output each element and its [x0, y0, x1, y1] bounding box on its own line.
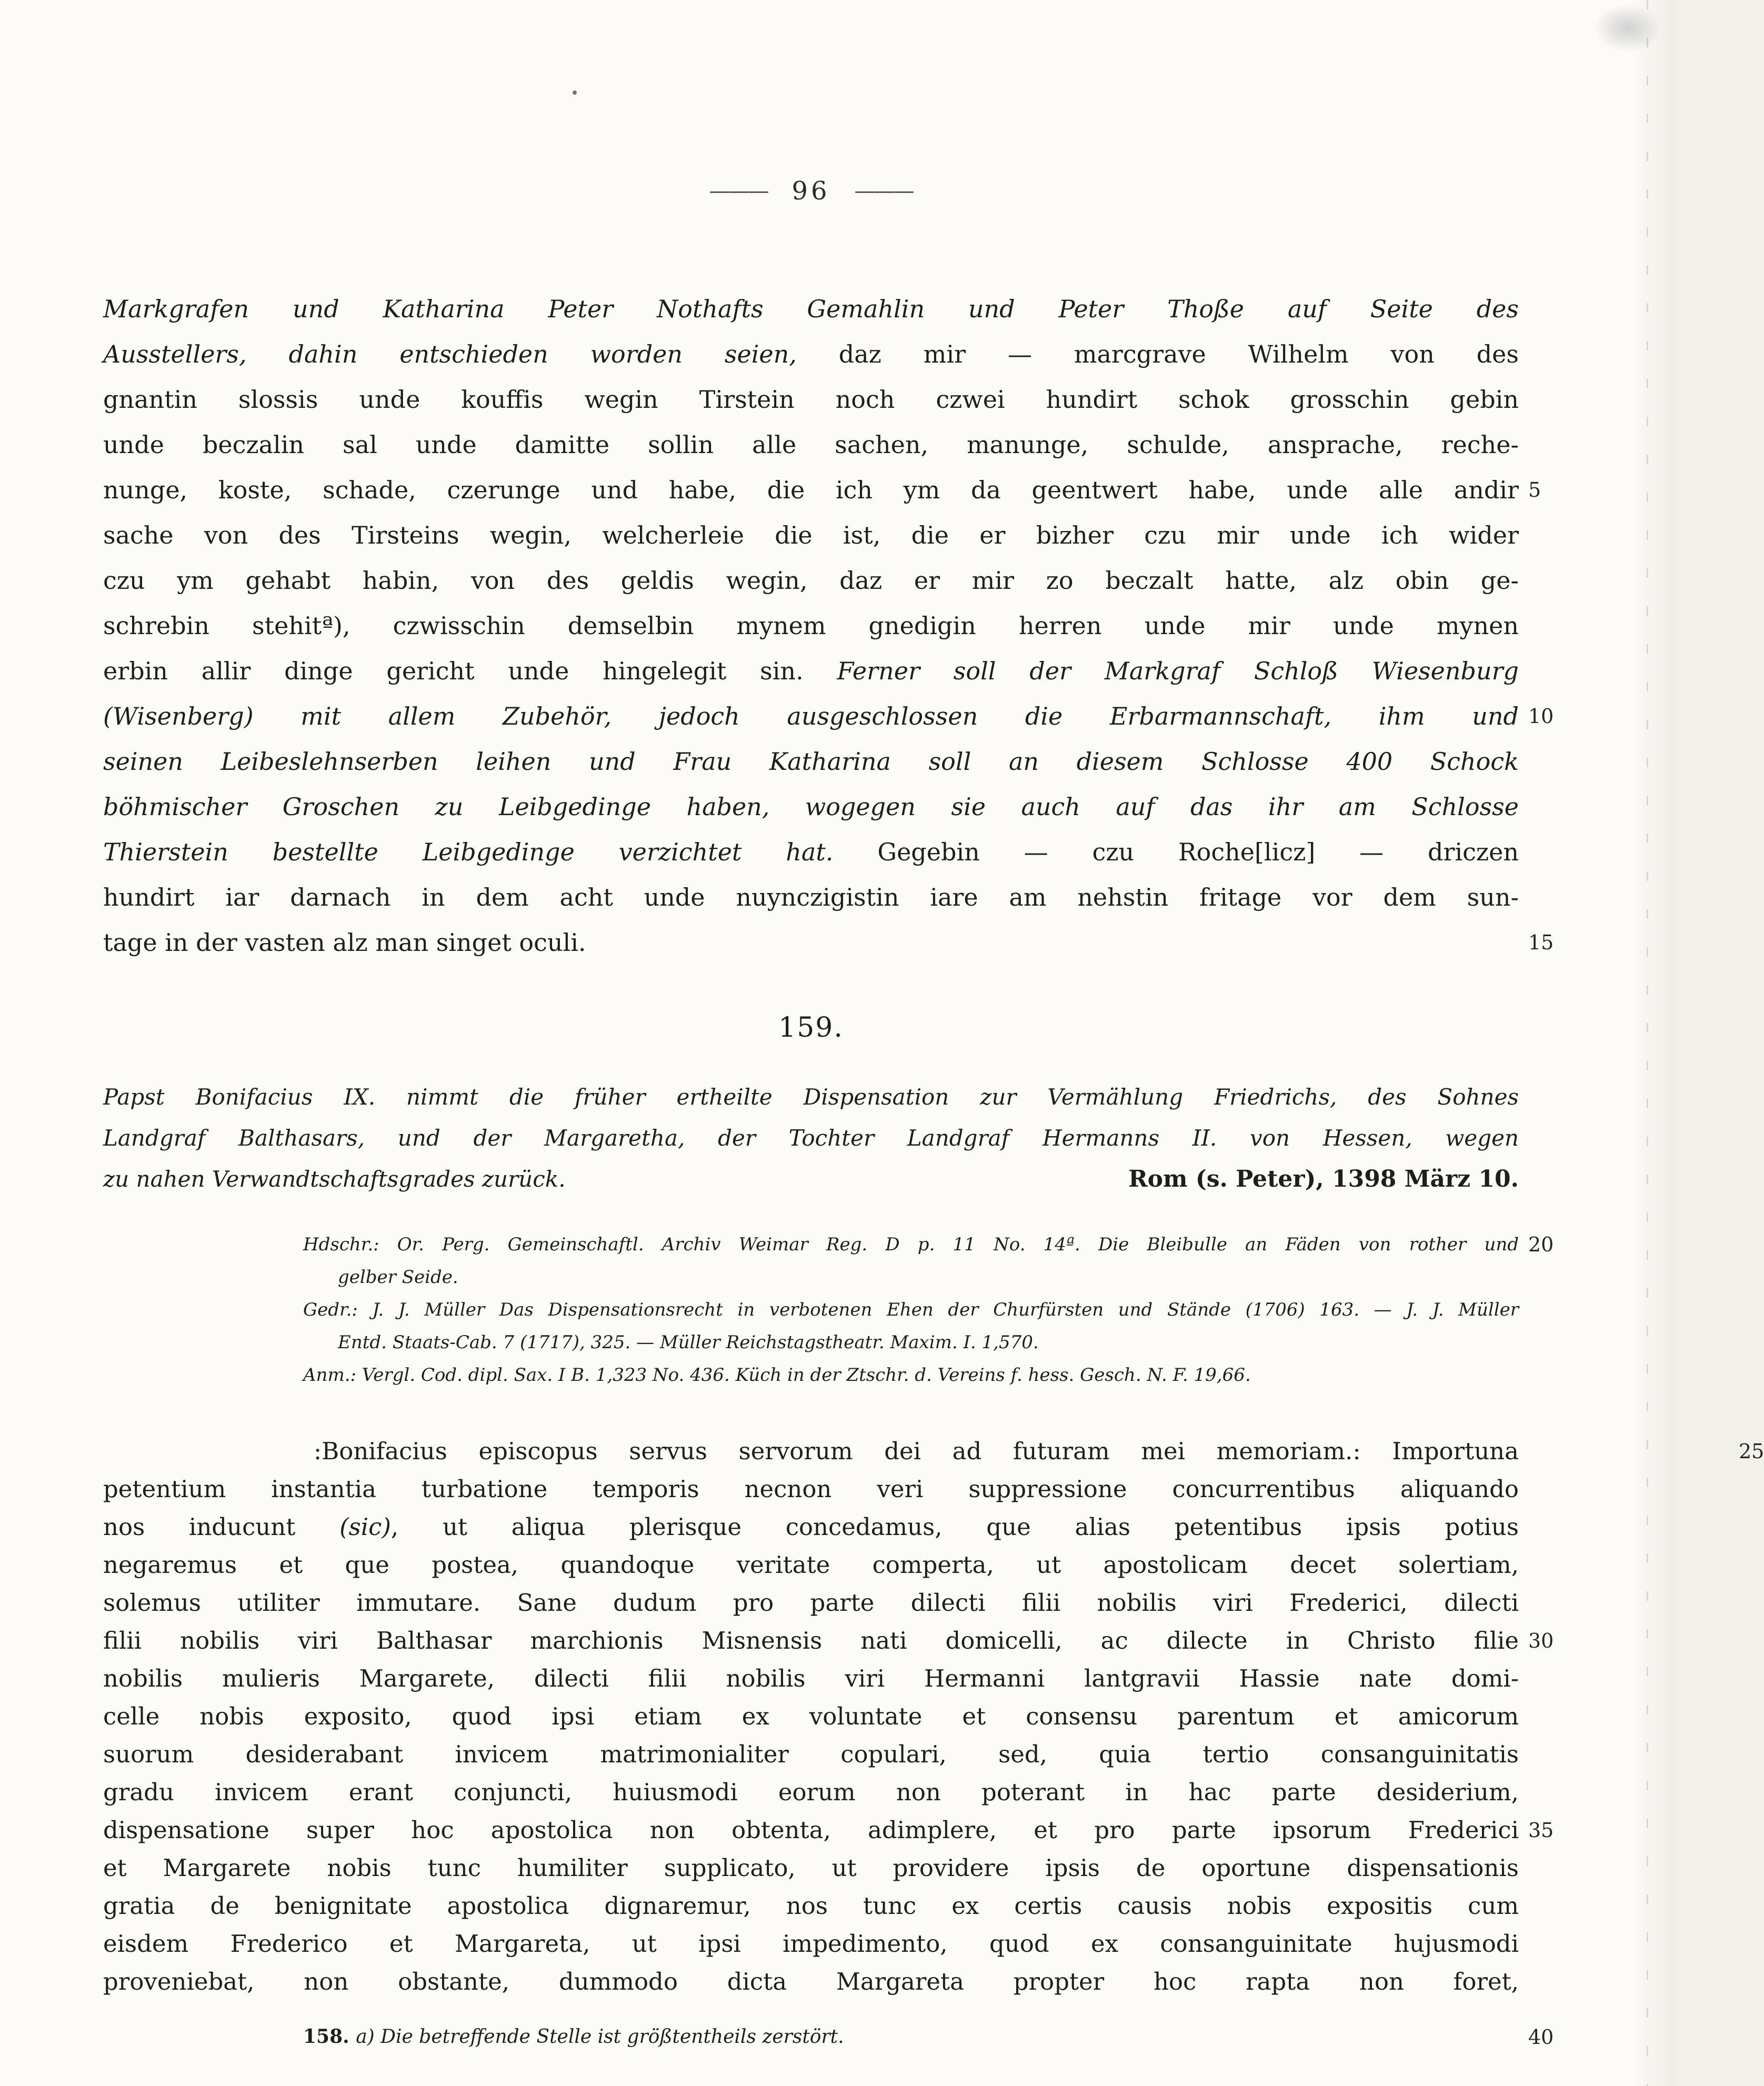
text-run: daz mir — marcgrave Wilhelm von des	[796, 340, 1519, 368]
text-run: nobilis mulieris Margarete, dilecti filii nobilis viri Hermanni lantgravii Hassie nate domi-	[103, 1664, 1519, 1692]
text-line	[103, 1159, 1519, 1200]
text-line	[103, 1736, 1519, 1773]
text-line	[103, 1698, 1519, 1736]
scan-edge-line	[1647, 0, 1648, 2086]
text-run: Gegebin — czu Roche[licz] — driczen	[877, 838, 1519, 866]
text-line	[103, 377, 1519, 422]
text-run: erbin allir dinge gericht unde hingelegit sin.	[103, 657, 837, 685]
text-line	[303, 1293, 1519, 1326]
text-run: sache von des Tirsteins wegin, welcherleie die ist, die er bizher czu mir unde ich wider	[103, 521, 1519, 549]
margin-line-number: 35	[1528, 1819, 1554, 1842]
text-run: eisdem Frederico et Margareta, ut ipsi impedimento, quod ex consanguinitate hujusmodi	[103, 1930, 1519, 1958]
margin-line-number: 25	[1739, 1440, 1764, 1463]
margin-line-number: 5	[1528, 478, 1541, 502]
doc-158-continuation-text	[103, 286, 1554, 965]
text-run: solemus utiliter immutare. Sane dudum pro parte dilecti filii nobilis viri Frederici, dilecti	[103, 1589, 1519, 1617]
text-line	[103, 1849, 1519, 1887]
scan-edge-shade	[1629, 0, 1677, 2086]
text-run: gradu invicem erant conjuncti, huiusmodi eorum non poterant in hac parte desiderium,	[103, 1778, 1519, 1806]
text-line	[103, 603, 1519, 648]
text-run: zu nahen Verwandtschaftsgrades zurück.	[103, 1166, 566, 1192]
text-run: negaremus et que postea, quandoque veritate comperta, ut apostolicam decet solertiam,	[103, 1551, 1519, 1579]
text-run: suorum desiderabant invicem matrimonialiter copulari, sed, quia tertio consanguinitatis	[103, 1740, 1519, 1768]
text-line	[103, 1118, 1519, 1159]
text-line	[103, 1432, 1764, 1470]
text-line	[103, 739, 1519, 784]
header-rule-right: ———	[854, 179, 913, 203]
text-run: Papst Bonifacius IX. nimmt die früher ertheilte Dispensation zur Vermählung Friedrichs, des Sohnes	[103, 1084, 1519, 1110]
text-run: Landgraf Balthasars, und der Margaretha, der Tochter Landgraf Hermanns II. von Hessen, wegen	[103, 1125, 1519, 1151]
text-line	[103, 648, 1519, 694]
text-line	[103, 422, 1519, 467]
scan-corner-smudge	[1593, 3, 1662, 53]
doc-159-source-notes	[303, 1228, 1554, 1391]
page-header	[103, 174, 1519, 208]
text-line	[103, 1584, 1519, 1622]
text-line	[303, 1261, 1519, 1293]
margin-line-number: 40	[1528, 2025, 1554, 2049]
text-line	[103, 1887, 1519, 1925]
text-run: a)	[356, 2026, 381, 2048]
header-rule-left: ———	[709, 179, 768, 203]
text-run: czu ym gehabt habin, von des geldis wegin, daz er mir zo beczalt hatte, alz obin ge-	[103, 566, 1519, 595]
text-line	[103, 1077, 1519, 1118]
text-run: unde beczalin sal unde damitte sollin alle sachen, manunge, schulde, ansprache, reche-	[103, 430, 1519, 459]
text-run: Gedr.: J. J. Müller Das Dispensationsrecht in verbotenen Ehen der Churfürsten und Stände (1706) 163. — J. J. Müller	[303, 1299, 1519, 1320]
text-line	[103, 1546, 1519, 1584]
margin-line-number: 20	[1528, 1233, 1554, 1256]
doc-159-regest	[103, 1077, 1519, 1200]
text-run: 158.	[303, 2025, 356, 2048]
text-run: dispensatione super hoc apostolica non obtenta, adimplere, et pro parte ipsorum Frederici	[103, 1816, 1519, 1844]
text-run: Die betreffende Stelle ist größtentheils zerstört.	[380, 2026, 844, 2048]
text-run: hundirt iar darnach in dem acht unde nuynczigistin iare am nehstin fritage vor dem sun-	[103, 883, 1519, 911]
text-run: filii nobilis viri Balthasar marchionis Misnensis nati domicelli, ac dilecte in Christo filie	[103, 1627, 1519, 1654]
text-run: gnantin slossis unde kouffis wegin Tirstein noch czwei hundirt schok grosschin gebin	[103, 385, 1519, 414]
text-run: Anm.: Vergl. Cod. dipl. Sax. I B. 1,323 No. 436. Küch in der Ztschr. d. Vereins f. hess. Gesch. N. F. 19,66.	[303, 1365, 1251, 1386]
text-line	[103, 1811, 1554, 1849]
page-content	[103, 0, 1764, 2051]
text-line	[103, 1622, 1554, 1660]
text-run: böhmischer Groschen zu Leibgedinge haben, wogegen sie auch auf das ihr am Schlosse	[103, 793, 1519, 821]
margin-line-number: 15	[1528, 931, 1554, 954]
text-run: Thierstein bestellte Leibgedinge verzichtet hat.	[103, 838, 878, 866]
text-line	[103, 1963, 1519, 2001]
footnote-158a	[303, 2023, 1554, 2051]
text-run: petentium instantia turbatione temporis necnon veri suppressione concurrentibus aliquando	[103, 1475, 1519, 1503]
text-run: celle nobis exposito, quod ipsi etiam ex voluntate et consensu parentum et amicorum	[103, 1702, 1519, 1730]
text-run: Ferner soll der Markgraf Schloß Wiesenburg	[837, 657, 1519, 685]
dateline: Rom (s. Peter), 1398 März 10.	[1128, 1166, 1519, 1192]
text-run: et Margarete nobis tunc humiliter supplicato, ut providere ipsis de oportune dispensationis	[103, 1854, 1519, 1882]
text-line	[103, 286, 1519, 332]
margin-line-number: 10	[1528, 705, 1554, 728]
text-line	[303, 2023, 1554, 2051]
text-run: proveniebat, non obstante, dummodo dicta Margareta propter hoc rapta non foret,	[103, 1968, 1519, 1995]
text-line	[103, 875, 1519, 920]
text-line	[103, 467, 1541, 513]
text-run: seinen Leibeslehnserben leihen und Frau Katharina soll an diesem Schlosse 400 Schock	[103, 747, 1519, 776]
text-line	[103, 784, 1519, 829]
doc-159-number: 159.	[778, 1012, 844, 1044]
text-line	[303, 1359, 1519, 1391]
text-run: nos inducunt	[103, 1513, 340, 1541]
text-run: nunge, koste, schade, czerunge und habe, die ich ym da geentwert habe, unde alle andir	[103, 476, 1519, 504]
text-run: Entd. Staats-Cab. 7 (1717), 325. — Müller Reichstagstheatr. Maxim. I. 1,570.	[338, 1332, 1039, 1353]
text-run: , ut aliqua plerisque concedamus, que alias petentibus ipsis potius	[390, 1513, 1519, 1541]
text-line	[103, 1470, 1519, 1508]
text-run: (sic)	[339, 1513, 391, 1541]
text-line	[103, 1925, 1519, 1963]
text-line	[103, 920, 1554, 965]
text-line	[103, 694, 1554, 739]
text-run: schrebin stehitª), czwisschin demselbin mynem gnedigin herren unde mir unde mynen	[103, 611, 1519, 640]
text-run: Hdschr.: Or. Perg. Gemeinschaftl. Archiv Weimar Reg. D p. 11 No. 14ª. Die Bleibulle an Fäden von rother und	[303, 1234, 1519, 1255]
text-run: (Wisenberg) mit allem Zubehör, jedoch ausgeschlossen die Erbarmannschaft, ihm und	[103, 702, 1519, 730]
text-line	[103, 1660, 1519, 1698]
text-line	[103, 513, 1519, 558]
text-line	[103, 1773, 1519, 1811]
text-line	[103, 1508, 1519, 1546]
text-line	[303, 1326, 1519, 1359]
page-number: 96	[791, 176, 830, 206]
text-run: tage in der vasten alz man singet oculi.	[103, 928, 586, 957]
text-run: :Bonifacius episcopus servus servorum dei ad futuram mei memoriam.: Importuna	[314, 1437, 1519, 1465]
text-line	[103, 829, 1519, 875]
margin-line-number: 30	[1528, 1629, 1554, 1652]
text-line	[303, 1228, 1554, 1261]
text-run: Ausstellers, dahin entschieden worden seien,	[103, 340, 797, 368]
text-run: gelber Seide.	[338, 1267, 458, 1288]
text-line	[103, 332, 1519, 377]
doc-159-latin-text	[103, 1432, 1764, 2001]
text-line	[103, 558, 1519, 603]
text-run: Markgrafen und Katharina Peter Nothafts Gemahlin und Peter Thoße auf Seite des	[103, 295, 1519, 323]
text-run: gratia de benignitate apostolica dignaremur, nos tunc ex certis causis nobis expositis cum	[103, 1892, 1519, 1920]
